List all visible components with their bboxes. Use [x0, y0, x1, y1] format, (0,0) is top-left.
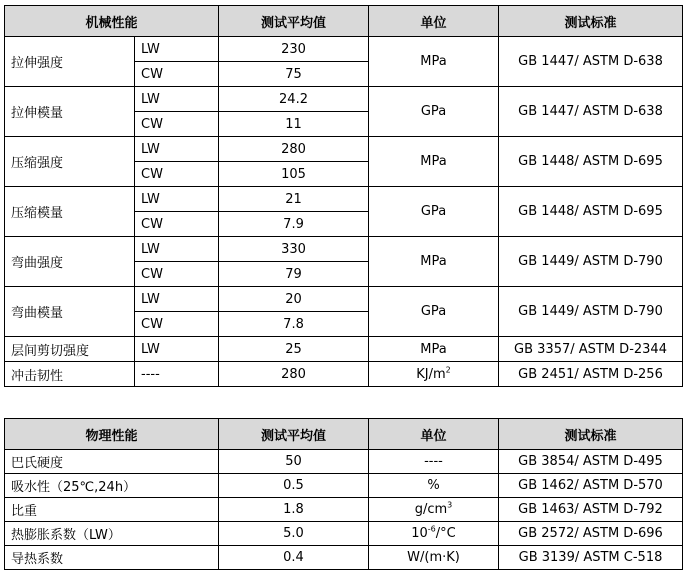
header-property: 机械性能 — [5, 6, 219, 37]
unit: MPa — [369, 37, 499, 87]
unit — [369, 522, 499, 546]
property-name: 弯曲模量 — [5, 287, 135, 337]
unit: GPa — [369, 87, 499, 137]
test-standard: GB 1448/ ASTM D-695 — [499, 137, 683, 187]
property-name: 巴氏硬度 — [5, 450, 219, 474]
direction: CW — [135, 62, 219, 87]
property-name: 层间剪切强度 — [5, 337, 135, 362]
table-row — [5, 362, 683, 387]
test-standard: GB 3357/ ASTM D-2344 — [499, 337, 683, 362]
header-unit: 单位 — [369, 419, 499, 450]
test-standard: GB 1449/ ASTM D-790 — [499, 287, 683, 337]
average-value: 330 — [219, 237, 369, 262]
test-standard: GB 1462/ ASTM D-570 — [499, 474, 683, 498]
header-property: 物理性能 — [5, 419, 219, 450]
unit: W/(m·K) — [369, 546, 499, 570]
unit: GPa — [369, 187, 499, 237]
average-value: 75 — [219, 62, 369, 87]
average-value: 25 — [219, 337, 369, 362]
table-row — [5, 87, 683, 112]
unit-suffix: /°C — [435, 526, 456, 541]
unit: MPa — [369, 237, 499, 287]
direction: CW — [135, 212, 219, 237]
unit: ---- — [369, 450, 499, 474]
table-row — [5, 187, 683, 212]
average-value: 230 — [219, 37, 369, 62]
average-value: 280 — [219, 362, 369, 387]
test-standard: GB 1447/ ASTM D-638 — [499, 37, 683, 87]
table-row — [5, 450, 683, 474]
average-value: 21 — [219, 187, 369, 212]
direction: CW — [135, 112, 219, 137]
test-standard: GB 3854/ ASTM D-495 — [499, 450, 683, 474]
unit-exponent: -6 — [427, 524, 436, 534]
table-header-row — [5, 6, 683, 37]
direction: CW — [135, 162, 219, 187]
direction: LW — [135, 87, 219, 112]
property-name: 压缩模量 — [5, 187, 135, 237]
average-value: 105 — [219, 162, 369, 187]
property-name: 拉伸模量 — [5, 87, 135, 137]
direction: CW — [135, 262, 219, 287]
average-value: 0.5 — [219, 474, 369, 498]
table-row — [5, 546, 683, 570]
direction: LW — [135, 337, 219, 362]
direction: CW — [135, 312, 219, 337]
average-value: 24.2 — [219, 87, 369, 112]
header-average: 测试平均值 — [219, 6, 369, 37]
test-standard: GB 1448/ ASTM D-695 — [499, 187, 683, 237]
table-row — [5, 498, 683, 522]
unit: GPa — [369, 287, 499, 337]
unit-base: 10 — [411, 526, 428, 541]
unit — [369, 498, 499, 522]
physical-properties-table — [4, 418, 683, 570]
table-row — [5, 37, 683, 62]
direction: LW — [135, 137, 219, 162]
table-row — [5, 474, 683, 498]
property-name: 冲击韧性 — [5, 362, 135, 387]
header-standard: 测试标准 — [499, 6, 683, 37]
test-standard: GB 1449/ ASTM D-790 — [499, 237, 683, 287]
mechanical-properties-table — [4, 5, 683, 387]
average-value: 7.8 — [219, 312, 369, 337]
average-value: 5.0 — [219, 522, 369, 546]
unit-base: g/cm — [414, 502, 448, 517]
average-value: 1.8 — [219, 498, 369, 522]
unit: MPa — [369, 137, 499, 187]
header-unit: 单位 — [369, 6, 499, 37]
average-value: 7.9 — [219, 212, 369, 237]
table-row — [5, 137, 683, 162]
property-name: 压缩强度 — [5, 137, 135, 187]
table-row — [5, 337, 683, 362]
test-standard: GB 3139/ ASTM C-518 — [499, 546, 683, 570]
average-value: 11 — [219, 112, 369, 137]
average-value: 79 — [219, 262, 369, 287]
header-average: 测试平均值 — [219, 419, 369, 450]
direction: LW — [135, 37, 219, 62]
average-value: 280 — [219, 137, 369, 162]
unit-exponent: 2 — [445, 365, 451, 375]
test-standard: GB 1447/ ASTM D-638 — [499, 87, 683, 137]
unit — [369, 362, 499, 387]
test-standard: GB 2572/ ASTM D-696 — [499, 522, 683, 546]
property-name: 导热系数 — [5, 546, 219, 570]
direction: LW — [135, 287, 219, 312]
average-value: 50 — [219, 450, 369, 474]
property-name: 吸水性（25℃,24h） — [5, 474, 219, 498]
table-header-row — [5, 419, 683, 450]
direction: LW — [135, 187, 219, 212]
unit-base: KJ/m — [416, 366, 446, 382]
header-standard: 测试标准 — [499, 419, 683, 450]
unit-exponent: 3 — [447, 500, 453, 510]
average-value: 20 — [219, 287, 369, 312]
test-standard: GB 1463/ ASTM D-792 — [499, 498, 683, 522]
direction: LW — [135, 237, 219, 262]
average-value: 0.4 — [219, 546, 369, 570]
table-row — [5, 237, 683, 262]
unit: % — [369, 474, 499, 498]
table-row — [5, 522, 683, 546]
table-row — [5, 287, 683, 312]
test-standard: GB 2451/ ASTM D-256 — [499, 362, 683, 387]
property-name: 比重 — [5, 498, 219, 522]
unit: MPa — [369, 337, 499, 362]
property-name: 拉伸强度 — [5, 37, 135, 87]
direction: ---- — [135, 362, 219, 387]
property-name: 热膨胀系数（LW） — [5, 522, 219, 546]
property-name: 弯曲强度 — [5, 237, 135, 287]
